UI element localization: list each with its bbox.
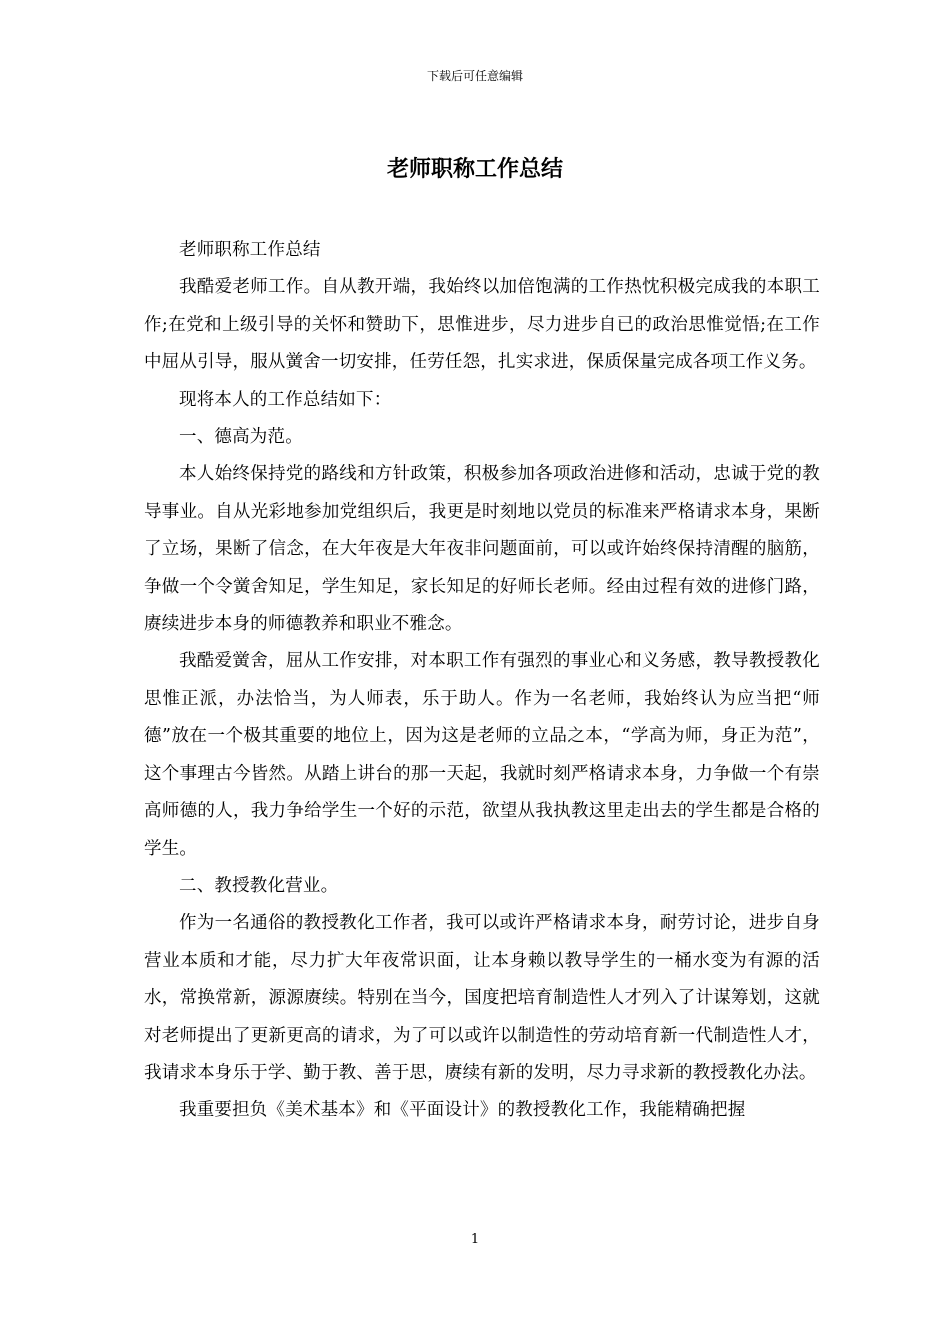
- page-number: 1: [470, 1232, 480, 1247]
- section-heading: 一、德高为范。: [179, 427, 303, 448]
- header-note: 下载后可任意编辑: [426, 69, 523, 83]
- paragraph: 我重要担负《美术基本》和《平面设计》的教授教化工作，我能精确把握: [179, 1100, 746, 1121]
- paragraph: 我酷爱老师工作。自从教开端，我始终以加倍饱满的工作热忱积极完成我的本职工作;在党和上级引导的关怀和赞助下，思惟进步，尽力进步自已的政治思惟觉悟;在工作中屈从引导，服从黉舍一切安排，任劳任怨，扎实求进，保质保量完成各项工作义务。: [144, 277, 820, 373]
- paragraph: 作为一名通俗的教授教化工作者，我可以或许严格请求本身，耐劳讨论，进步自身营业本质和才能，尽力扩大年夜常识面，让本身赖以教导学生的一桶水变为有源的活水，常换常新，源源赓续。特别在当今，国度把培育制造性人才列入了计谋筹划，这就对老师提出了更新更高的请求，为了可以或许以制造性的劳动培育新一代制造性人才，我请求本身乐于学、勤于教、善于思，赓续有新的发明，尽力寻求新的教授教化办法。: [144, 913, 820, 1083]
- document-title: 老师职称工作总结: [386, 157, 563, 182]
- paragraph: 现将本人的工作总结如下：: [179, 389, 392, 410]
- paragraph: 本人始终保持党的路线和方针政策，积极参加各项政治进修和活动，忠诚于党的教导事业。自从光彩地参加党组织后，我更是时刻地以党员的标准来严格请求本身，果断了立场，果断了信念，在大年夜是大年夜非问题面前，可以或许始终保持清醒的脑筋，争做一个令黉舍知足，学生知足，家长知足的好师长老师。经由过程有效的进修门路，赓续进步本身的师德教养和职业不雅念。: [144, 464, 820, 635]
- paragraph-subtitle: 老师职称工作总结: [179, 240, 321, 260]
- section-heading: 二、教授教化营业。: [179, 875, 339, 896]
- paragraph: 我酷爱黉舍，屈从工作安排，对本职工作有强烈的事业心和义务感，教导教授教化思惟正派，办法恰当，为人师表，乐于助人。作为一名老师，我始终认为应当把“师德”放在一个极其重要的地位上，因为这是老师的立品之本，“学高为师，身正为范”，这个事理古今皆然。从踏上讲台的那一天起，我就时刻严格请求本身，力争做一个有崇高师德的人，我力争给学生一个好的示范，欲望从我执教这里走出去的学生都是合格的学生。: [144, 651, 820, 859]
- document-body: [144, 232, 820, 1130]
